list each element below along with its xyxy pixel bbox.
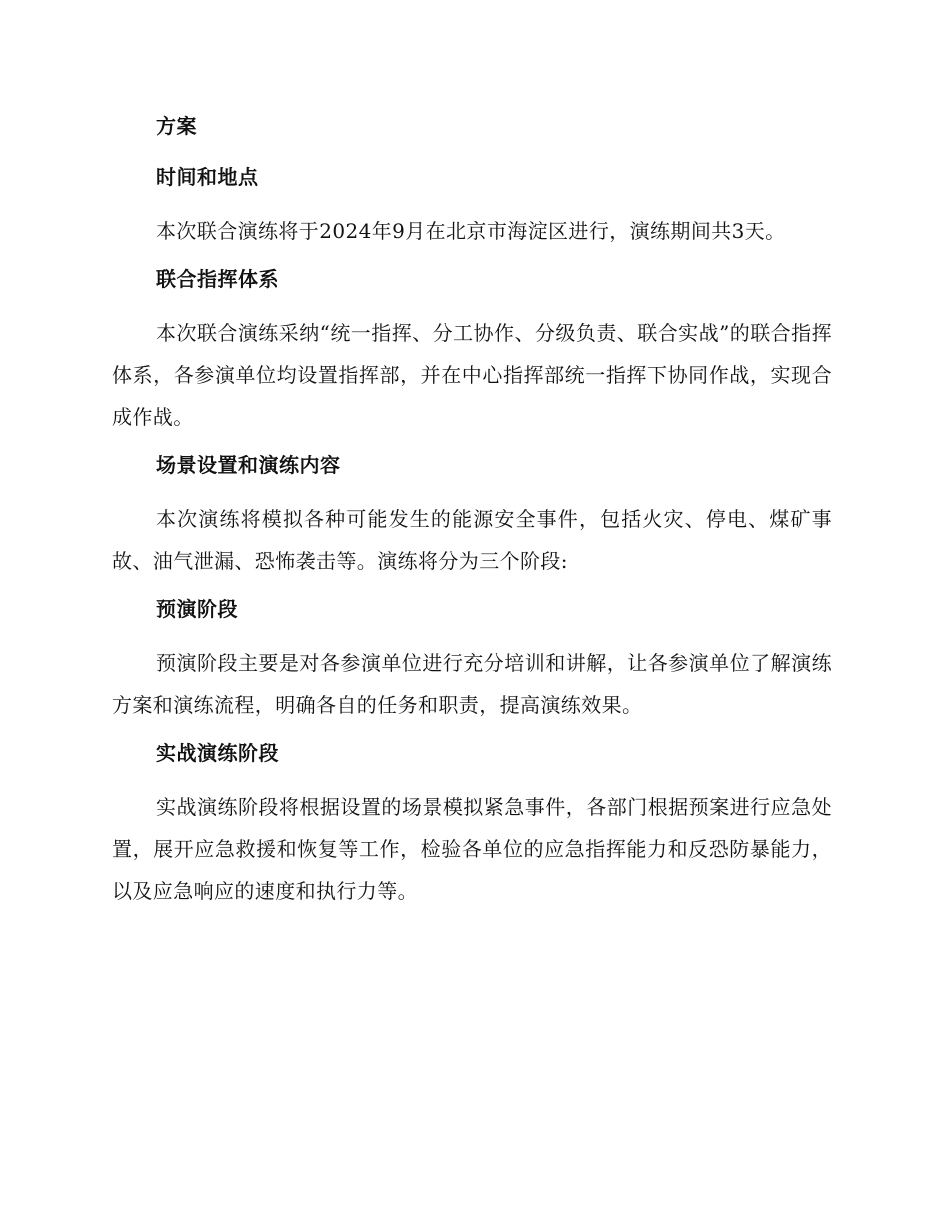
- section-heading-time-place: 时间和地点: [156, 165, 259, 189]
- document-body: [112, 108, 832, 921]
- paragraph-rehearsal: 预演阶段主要是对各参演单位进行充分培训和讲解，让各参演单位了解演练方案和演练流程，明确各自的任务和职责，提高演练效果。: [112, 651, 832, 717]
- paragraph-scenario: 本次演练将模拟各种可能发生的能源安全事件，包括火灾、停电、煤矿事故、油气泄漏、恐怖袭击等。演练将分为三个阶段:: [112, 507, 832, 573]
- section-heading-scenario: 场景设置和演练内容: [156, 453, 341, 477]
- section-heading-command-system: 联合指挥体系: [156, 267, 279, 291]
- section-heading-rehearsal: 预演阶段: [156, 597, 238, 621]
- paragraph-time-place: 本次联合演练将于2024年9月在北京市海淀区进行，演练期间共3天。: [156, 219, 786, 243]
- section-heading-plan: 方案: [156, 114, 197, 138]
- paragraph-live-drill: 实战演练阶段将根据设置的场景模拟紧急事件，各部门根据预案进行应急处置，展开应急救援和恢复等工作，检验各单位的应急指挥能力和反恐防暴能力，以及应急响应的速度和执行力等。: [112, 795, 832, 903]
- paragraph-command-system: 本次联合演练采纳“统一指挥、分工协作、分级负责、联合实战”的联合指挥体系，各参演单位均设置指挥部，并在中心指挥部统一指挥下协同作战，实现合成作战。: [112, 321, 832, 429]
- section-heading-live-drill: 实战演练阶段: [156, 741, 279, 765]
